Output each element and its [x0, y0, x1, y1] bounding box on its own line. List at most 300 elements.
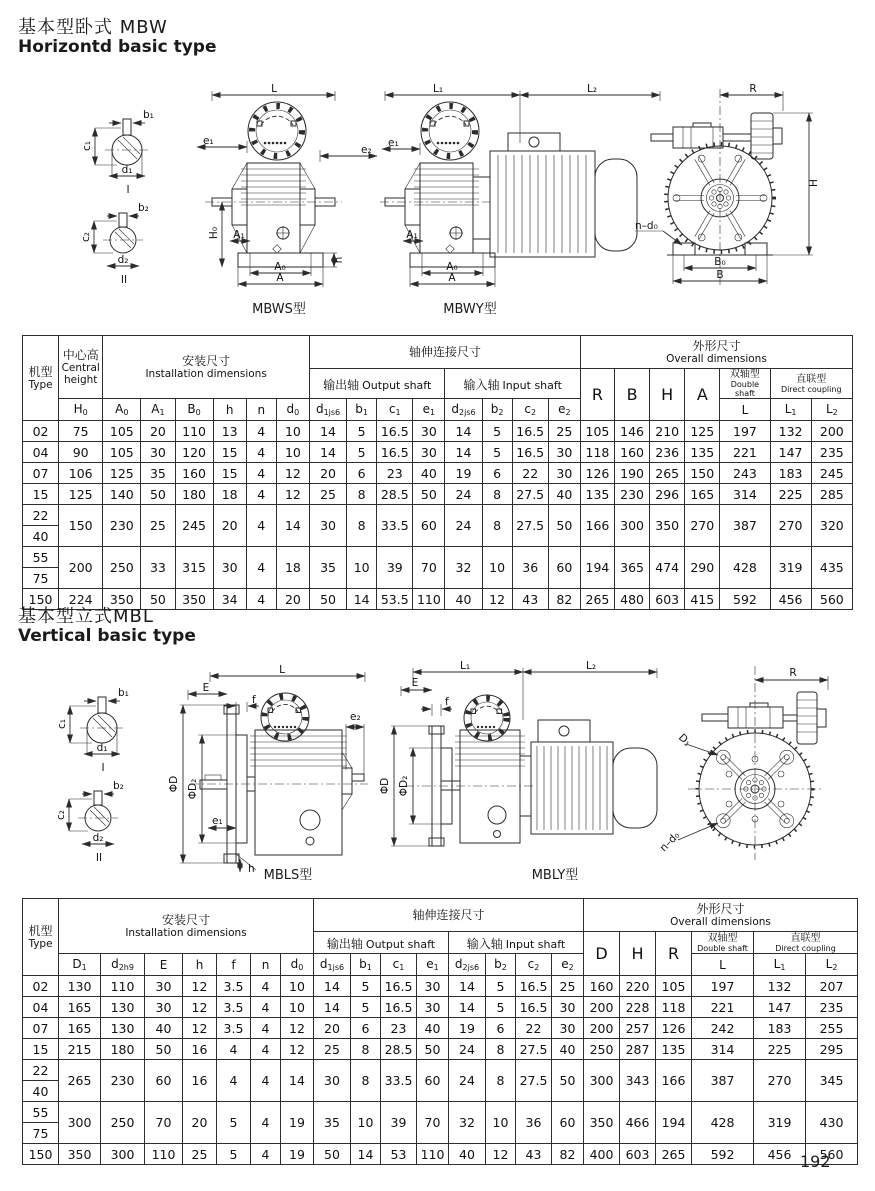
dim-value-cell: 180 — [175, 484, 213, 505]
col-symbol: $L_2$ — [811, 399, 852, 421]
mbw-end-dim-R — [720, 83, 783, 111]
dim-value-cell: 20 — [276, 589, 309, 610]
mbl-end-dim-R — [755, 667, 828, 690]
dim-label-d2: d₂ — [92, 832, 104, 844]
dim-value-cell: 126 — [656, 1018, 692, 1039]
col-symbol: $d_0$ — [276, 399, 309, 421]
dim-value-cell: 14 — [445, 421, 482, 442]
dim-value-cell: 3.5 — [217, 976, 251, 997]
dim-value-cell: 4 — [246, 442, 276, 463]
dim-value-cell: 5 — [486, 997, 516, 1018]
dim-value-cell: 4 — [251, 1144, 281, 1165]
shaft-section-2 — [80, 202, 149, 286]
dim-value-cell: 82 — [548, 589, 580, 610]
dim-value-cell: 194 — [580, 547, 614, 589]
dim-value-cell: 10 — [486, 1102, 516, 1144]
dim-value-cell: 110 — [145, 1144, 183, 1165]
dim-value-cell: 10 — [276, 442, 309, 463]
header-output-shaft: 输出轴 Output shaft — [314, 932, 449, 954]
dim-value-cell: 12 — [183, 976, 217, 997]
dim-value-cell: 14 — [314, 997, 351, 1018]
dim-value-cell: 19 — [281, 1144, 314, 1165]
dim-label-A1: A₁ — [406, 229, 418, 241]
mbwy-handwheel — [421, 102, 479, 160]
dim-value-cell: 16.5 — [377, 421, 413, 442]
dim-value-cell: 40 — [445, 589, 482, 610]
table-row — [23, 442, 853, 463]
col-symbol: L — [692, 954, 754, 976]
dim-value-cell: 19 — [445, 463, 482, 484]
dim-value-cell: 60 — [548, 547, 580, 589]
dim-label-h: h — [248, 863, 255, 875]
dim-value-cell: 4 — [246, 463, 276, 484]
dim-value-cell: 228 — [620, 997, 656, 1018]
dim-value-cell: 4 — [246, 589, 276, 610]
dim-value-cell: 132 — [770, 421, 811, 442]
dim-value-cell: 387 — [692, 1060, 754, 1102]
mbly-handwheel — [464, 695, 510, 741]
dim-value-cell: 387 — [720, 505, 770, 547]
header-overall: 外形尺寸 Overall dimensions — [584, 899, 858, 932]
dim-value-cell: 290 — [685, 547, 720, 589]
dim-value-cell: 28.5 — [381, 1039, 417, 1060]
col-symbol: $d_{1js6}$ — [314, 954, 351, 976]
dim-value-cell: 200 — [811, 421, 852, 442]
dim-label-c2: c₂ — [80, 232, 92, 242]
dim-value-cell: 15 — [213, 442, 246, 463]
dim-value-cell: 4 — [246, 421, 276, 442]
col-symbol: $L_1$ — [770, 399, 811, 421]
mbw-end-input-assembly — [651, 113, 782, 159]
dim-value-cell: 215 — [59, 1039, 101, 1060]
col-symbol: $e_1$ — [417, 954, 449, 976]
dim-value-cell: 287 — [620, 1039, 656, 1060]
type-cell: 15 — [23, 1039, 59, 1060]
col-symbol: h — [183, 954, 217, 976]
dim-value-cell: 220 — [620, 976, 656, 997]
dim-value-cell: 456 — [770, 589, 811, 610]
dim-value-cell: 27.5 — [512, 505, 548, 547]
dim-value-cell: 265 — [580, 589, 614, 610]
dim-value-cell: 415 — [685, 589, 720, 610]
dim-label-A: A — [276, 272, 284, 284]
dim-value-cell: 125 — [103, 463, 141, 484]
mbl-drawings — [0, 652, 875, 897]
dim-value-cell: 245 — [811, 463, 852, 484]
dim-label-A1: A₁ — [233, 229, 245, 241]
dim-value-cell: 257 — [620, 1018, 656, 1039]
header-col-R: R — [656, 932, 692, 976]
dim-value-cell: 60 — [145, 1060, 183, 1102]
dim-value-cell: 130 — [101, 997, 145, 1018]
dim-value-cell: 10 — [281, 997, 314, 1018]
dim-value-cell: 10 — [482, 547, 512, 589]
dim-value-cell: 24 — [445, 484, 482, 505]
dim-value-cell: 8 — [347, 505, 377, 547]
dim-value-cell: 12 — [183, 1018, 217, 1039]
dim-value-cell: 14 — [309, 421, 346, 442]
dim-value-cell: 603 — [650, 589, 685, 610]
dim-label-e1: e₁ — [212, 815, 223, 827]
dim-label-e2: e₂ — [350, 711, 361, 723]
dim-value-cell: 603 — [620, 1144, 656, 1165]
mbwy-motor — [473, 133, 637, 257]
type-cell: 75 — [23, 1123, 59, 1144]
dim-value-cell: 365 — [615, 547, 650, 589]
dim-value-cell: 314 — [720, 484, 770, 505]
dim-value-cell: 8 — [482, 484, 512, 505]
col-symbol: $d_{2js6}$ — [445, 399, 482, 421]
dim-value-cell: 20 — [183, 1102, 217, 1144]
dim-label-b2: b₂ — [113, 780, 124, 792]
dim-value-cell: 30 — [552, 997, 584, 1018]
header-direct-coupling: 直联型 Direct coupling — [770, 369, 852, 399]
table-row — [23, 1060, 858, 1081]
dim-value-cell: 319 — [754, 1102, 806, 1144]
dim-value-cell: 24 — [445, 505, 482, 547]
dim-label-L2: L₂ — [586, 83, 598, 95]
col-symbol: h — [213, 399, 246, 421]
mbl-dimensions-table — [22, 898, 858, 1165]
dim-value-cell: 125 — [685, 421, 720, 442]
dim-value-cell: 243 — [720, 463, 770, 484]
dim-value-cell: 40 — [548, 484, 580, 505]
dim-value-cell: 4 — [251, 1102, 281, 1144]
dim-value-cell: 105 — [103, 421, 141, 442]
col-symbol: $c_1$ — [381, 954, 417, 976]
dim-label-e2: e₂ — [361, 144, 372, 156]
dim-value-cell: 560 — [811, 589, 852, 610]
dim-value-cell: 255 — [806, 1018, 858, 1039]
dim-value-cell: 90 — [59, 442, 103, 463]
dim-value-cell: 18 — [213, 484, 246, 505]
dim-value-cell: 35 — [309, 547, 346, 589]
dim-value-cell: 30 — [552, 1018, 584, 1039]
dim-value-cell: 350 — [103, 589, 141, 610]
dim-value-cell: 14 — [314, 976, 351, 997]
table-row — [23, 1018, 858, 1039]
caption-mbws: MBWS型 — [252, 302, 306, 317]
dim-value-cell: 105 — [656, 976, 692, 997]
mbls-dims-bottom — [208, 711, 364, 875]
caption-mbwy: MBWY型 — [443, 302, 497, 317]
dim-value-cell: 150 — [685, 463, 720, 484]
dim-value-cell: 40 — [413, 463, 445, 484]
col-symbol: $e_2$ — [552, 954, 584, 976]
dim-value-cell: 14 — [449, 976, 486, 997]
dim-value-cell: 350 — [650, 505, 685, 547]
dim-value-cell: 32 — [445, 547, 482, 589]
dim-value-cell: 4 — [251, 1060, 281, 1102]
dim-value-cell: 315 — [175, 547, 213, 589]
col-symbol: $d_{2js6}$ — [449, 954, 486, 976]
dim-value-cell: 36 — [516, 1102, 552, 1144]
dim-value-cell: 350 — [59, 1144, 101, 1165]
col-symbol: $L_1$ — [754, 954, 806, 976]
col-symbol: $e_2$ — [548, 399, 580, 421]
dim-value-cell: 12 — [183, 997, 217, 1018]
dim-value-cell: 10 — [351, 1102, 381, 1144]
dim-label-R: R — [789, 667, 797, 679]
header-overall: 外形尺寸 Overall dimensions — [580, 336, 852, 369]
dim-value-cell: 10 — [276, 421, 309, 442]
dim-value-cell: 70 — [417, 1102, 449, 1144]
dim-value-cell: 12 — [482, 589, 512, 610]
dim-value-cell: 180 — [101, 1039, 145, 1060]
dim-value-cell: 75 — [59, 421, 103, 442]
dim-value-cell: 285 — [811, 484, 852, 505]
col-symbol: $c_1$ — [377, 399, 413, 421]
dim-value-cell: 50 — [314, 1144, 351, 1165]
dim-label-E: E — [411, 677, 419, 689]
dim-value-cell: 8 — [482, 505, 512, 547]
col-symbol: E — [145, 954, 183, 976]
dim-value-cell: 132 — [754, 976, 806, 997]
dim-label-c2: c₂ — [55, 810, 67, 820]
dim-value-cell: 40 — [449, 1144, 486, 1165]
table-row — [23, 997, 858, 1018]
dim-value-cell: 235 — [811, 442, 852, 463]
type-cell: 15 — [23, 484, 59, 505]
dim-value-cell: 14 — [347, 589, 377, 610]
dim-value-cell: 50 — [413, 484, 445, 505]
dim-value-cell: 245 — [175, 505, 213, 547]
dim-value-cell: 221 — [720, 442, 770, 463]
dim-value-cell: 70 — [145, 1102, 183, 1144]
dim-value-cell: 270 — [770, 505, 811, 547]
dim-value-cell: 3.5 — [217, 997, 251, 1018]
table-row — [23, 463, 853, 484]
table-row — [23, 976, 858, 997]
dim-value-cell: 5 — [351, 976, 381, 997]
dim-value-cell: 27.5 — [516, 1039, 552, 1060]
dim-label-E: E — [202, 682, 210, 694]
dim-value-cell: 221 — [692, 997, 754, 1018]
dim-value-cell: 32 — [449, 1102, 486, 1144]
dim-value-cell: 343 — [620, 1060, 656, 1102]
mbw-table-wrap — [22, 335, 853, 610]
mbl-end-input-assembly — [702, 692, 826, 744]
dim-value-cell: 8 — [486, 1060, 516, 1102]
dim-value-cell: 40 — [417, 1018, 449, 1039]
dim-label-H: H — [808, 179, 820, 187]
dim-value-cell: 105 — [580, 421, 614, 442]
dim-value-cell: 30 — [413, 421, 445, 442]
section-mbl-title-zh: 基本型立式MBL — [18, 606, 154, 627]
dim-value-cell: 160 — [584, 976, 620, 997]
mbl-end-view-drawing — [650, 660, 875, 890]
dim-value-cell: 150 — [59, 505, 103, 547]
dim-value-cell: 165 — [59, 1018, 101, 1039]
dim-label-L: L — [279, 664, 285, 676]
dim-value-cell: 135 — [685, 442, 720, 463]
dim-value-cell: 14 — [445, 442, 482, 463]
dim-value-cell: 12 — [281, 1018, 314, 1039]
dim-value-cell: 14 — [449, 997, 486, 1018]
mbw-end-dims — [635, 113, 820, 284]
dim-value-cell: 19 — [281, 1102, 314, 1144]
dim-value-cell: 27.5 — [516, 1060, 552, 1102]
dim-value-cell: 25 — [141, 505, 175, 547]
dim-value-cell: 270 — [685, 505, 720, 547]
type-cell: 40 — [23, 1081, 59, 1102]
dim-value-cell: 22 — [516, 1018, 552, 1039]
dim-value-cell: 30 — [417, 997, 449, 1018]
dim-label-d2: d₂ — [117, 254, 129, 266]
col-symbol: $c_2$ — [512, 399, 548, 421]
dim-value-cell: 235 — [806, 997, 858, 1018]
dim-value-cell: 224 — [59, 589, 103, 610]
dim-value-cell: 118 — [656, 997, 692, 1018]
header-shaft-connection: 轴伸连接尺寸 — [309, 336, 580, 369]
dim-value-cell: 300 — [615, 505, 650, 547]
dim-value-cell: 194 — [656, 1102, 692, 1144]
section-mbw-title-zh: 基本型卧式 MBW — [18, 17, 168, 38]
dim-value-cell: 200 — [584, 1018, 620, 1039]
dim-value-cell: 5 — [482, 421, 512, 442]
dim-value-cell: 130 — [101, 1018, 145, 1039]
dim-value-cell: 474 — [650, 547, 685, 589]
dim-label-A0: A₀ — [446, 261, 458, 273]
col-symbol: $d_0$ — [281, 954, 314, 976]
header-double-shaft: 双轴型 Double shaft — [692, 932, 754, 954]
header-col-A: A — [685, 369, 720, 421]
dim-label-d1: d₁ — [96, 742, 108, 754]
dim-value-cell: 60 — [552, 1102, 584, 1144]
dim-label-c1: c₁ — [56, 719, 68, 729]
dim-value-cell: 197 — [720, 421, 770, 442]
col-symbol: $b_2$ — [482, 399, 512, 421]
dim-label-e1: e₁ — [388, 137, 399, 149]
type-cell: 55 — [23, 547, 59, 568]
dim-value-cell: 15 — [213, 463, 246, 484]
dim-value-cell: 120 — [175, 442, 213, 463]
dim-label-b1: b₁ — [118, 687, 129, 699]
table-row — [23, 484, 853, 505]
dim-value-cell: 10 — [347, 547, 377, 589]
dim-label-phiD2: ΦD₂ — [398, 775, 410, 797]
page-number: 192 — [800, 1152, 831, 1171]
col-symbol: $B_0$ — [175, 399, 213, 421]
mbls-drawing — [160, 660, 370, 885]
table-row — [23, 1102, 858, 1123]
dim-value-cell: 319 — [770, 547, 811, 589]
header-col-R: R — [580, 369, 614, 421]
header-direct-coupling: 直联型 Direct coupling — [754, 932, 858, 954]
dim-value-cell: 25 — [183, 1144, 217, 1165]
dim-value-cell: 125 — [59, 484, 103, 505]
mbly-body — [405, 730, 535, 843]
dim-value-cell: 40 — [552, 1039, 584, 1060]
dim-value-cell: 30 — [548, 442, 580, 463]
dim-label-R: R — [749, 83, 757, 95]
header-col-H: H — [650, 369, 685, 421]
header-central-height: 中心高 Central height — [59, 336, 103, 399]
dim-label-b2: b₂ — [138, 202, 149, 214]
col-symbol: $A_1$ — [141, 399, 175, 421]
dim-value-cell: 4 — [251, 976, 281, 997]
dim-value-cell: 30 — [314, 1060, 351, 1102]
dim-label-L2: L₂ — [585, 660, 597, 672]
header-installation: 安装尺寸 Installation dimensions — [59, 899, 314, 954]
dim-value-cell: 12 — [486, 1144, 516, 1165]
col-symbol: f — [217, 954, 251, 976]
dim-value-cell: 110 — [175, 421, 213, 442]
dim-value-cell: 270 — [754, 1060, 806, 1102]
dim-label-D1: D₁ — [675, 731, 694, 749]
dim-value-cell: 53 — [381, 1144, 417, 1165]
header-row-1 — [23, 899, 858, 932]
dim-value-cell: 16.5 — [377, 442, 413, 463]
dim-value-cell: 6 — [351, 1018, 381, 1039]
dim-value-cell: 166 — [580, 505, 614, 547]
dim-value-cell: 24 — [449, 1039, 486, 1060]
dim-value-cell: 50 — [552, 1060, 584, 1102]
header-type: 机型 Type — [23, 899, 59, 976]
col-symbol: $A_0$ — [103, 399, 141, 421]
dim-value-cell: 30 — [413, 442, 445, 463]
dim-value-cell: 160 — [615, 442, 650, 463]
mbl-table-wrap — [22, 898, 858, 1165]
mbwy-dims-bottom — [403, 229, 495, 287]
dim-value-cell: 4 — [251, 997, 281, 1018]
dim-value-cell: 30 — [417, 976, 449, 997]
dim-value-cell: 400 — [584, 1144, 620, 1165]
dim-value-cell: 25 — [309, 484, 346, 505]
dim-value-cell: 466 — [620, 1102, 656, 1144]
col-symbol: $H_0$ — [59, 399, 103, 421]
mbls-handwheel — [261, 693, 309, 741]
dim-value-cell: 250 — [584, 1039, 620, 1060]
dim-label-nd0: n–d₀ — [635, 220, 658, 232]
col-symbol: $c_2$ — [516, 954, 552, 976]
dim-value-cell: 50 — [145, 1039, 183, 1060]
dim-value-cell: 14 — [276, 505, 309, 547]
dim-value-cell: 25 — [548, 421, 580, 442]
dim-value-cell: 10 — [281, 976, 314, 997]
type-cell: 04 — [23, 442, 59, 463]
dim-value-cell: 33.5 — [381, 1060, 417, 1102]
dim-value-cell: 200 — [584, 997, 620, 1018]
dim-value-cell: 592 — [692, 1144, 754, 1165]
type-cell: 150 — [23, 589, 59, 610]
dim-value-cell: 183 — [770, 463, 811, 484]
dim-value-cell: 50 — [548, 505, 580, 547]
section-label-2: II — [95, 852, 103, 864]
dim-value-cell: 8 — [486, 1039, 516, 1060]
col-symbol: n — [251, 954, 281, 976]
dim-value-cell: 295 — [806, 1039, 858, 1060]
col-symbol: $d_{2h9}$ — [101, 954, 145, 976]
dim-value-cell: 33 — [141, 547, 175, 589]
type-cell: 22 — [23, 505, 59, 526]
mbl-end-dims — [658, 732, 718, 854]
header-col-H: H — [620, 932, 656, 976]
dim-value-cell: 592 — [720, 589, 770, 610]
dim-value-cell: 225 — [754, 1039, 806, 1060]
mbw-dimensions-table — [22, 335, 853, 610]
dim-value-cell: 230 — [103, 505, 141, 547]
dim-value-cell: 20 — [213, 505, 246, 547]
dim-value-cell: 4 — [246, 484, 276, 505]
dim-value-cell: 5 — [486, 976, 516, 997]
header-row-1 — [23, 336, 853, 369]
dim-value-cell: 8 — [351, 1039, 381, 1060]
dim-value-cell: 300 — [101, 1144, 145, 1165]
dim-value-cell: 197 — [692, 976, 754, 997]
dim-value-cell: 16.5 — [381, 997, 417, 1018]
col-symbol: $D_1$ — [59, 954, 101, 976]
